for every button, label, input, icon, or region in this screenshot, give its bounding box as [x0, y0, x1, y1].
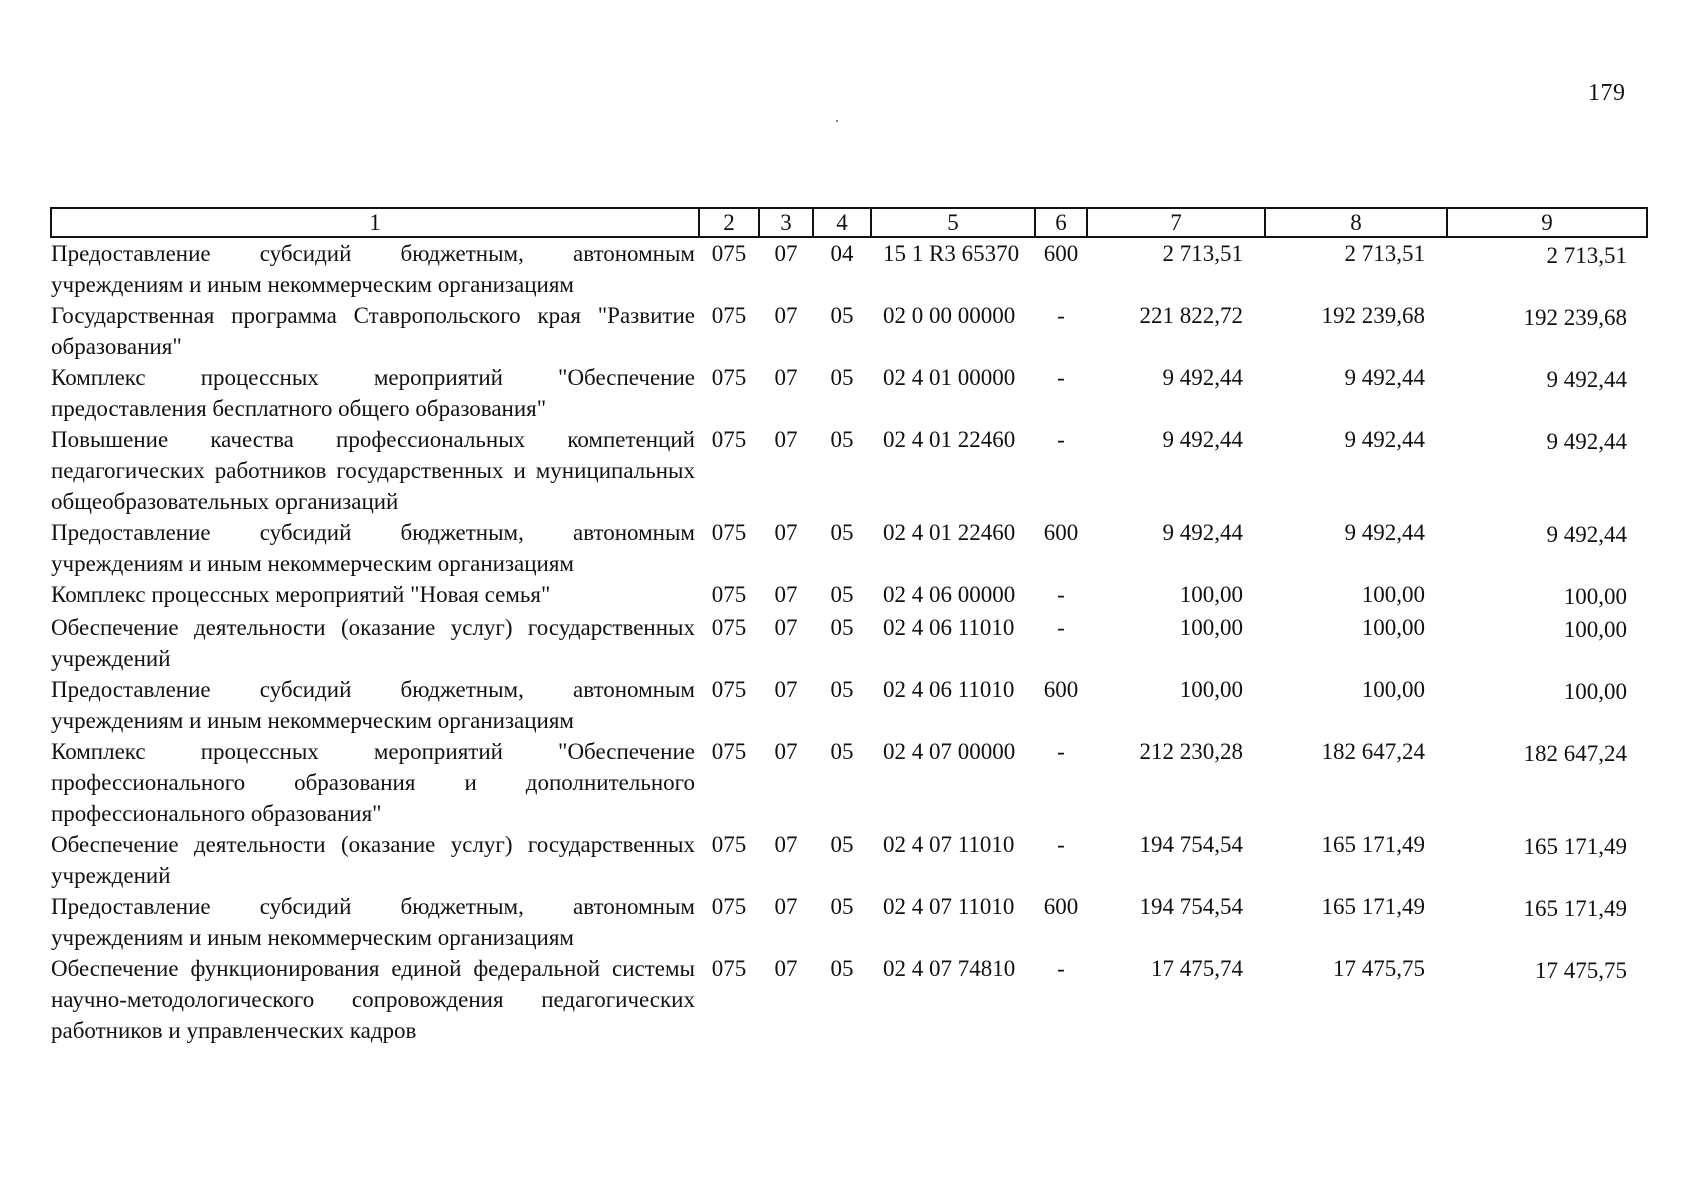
section-code: 07: [774, 677, 798, 702]
amount-col-8: 100,00: [1361, 615, 1425, 640]
table-body: [51, 237, 1647, 1046]
target-article-code: 02 4 06 11010: [883, 677, 1015, 702]
budget-table-container: [50, 207, 1646, 1046]
expense-type-code: -: [1057, 956, 1065, 981]
amount-col-9: 9 492,44: [1546, 429, 1627, 454]
table-row: [51, 300, 1647, 362]
table-row: [51, 424, 1647, 517]
target-article-code: 02 0 00 00000: [883, 303, 1016, 328]
target-article-code: 15 1 R3 65370: [883, 241, 1020, 266]
budget-table: [50, 207, 1648, 1046]
expense-type-code: -: [1057, 739, 1065, 764]
amount-col-7: 194 754,54: [1139, 832, 1243, 857]
ministry-code: 075: [711, 677, 747, 702]
table-row: [51, 829, 1647, 891]
table-row: [51, 953, 1647, 1046]
page-number: 179: [1588, 80, 1626, 106]
subsection-code: 04: [830, 241, 854, 266]
target-article-code: 02 4 07 11010: [883, 894, 1015, 919]
amount-col-8: 100,00: [1361, 677, 1425, 702]
amount-col-8: 2 713,51: [1344, 241, 1425, 266]
row-description: Обеспечение деятельности (оказание услуг) государственных учреждений: [51, 615, 695, 671]
header-col-4: 4: [813, 208, 871, 237]
expense-type-code: -: [1057, 303, 1065, 328]
amount-col-9: 9 492,44: [1546, 367, 1627, 392]
subsection-code: 05: [830, 365, 854, 390]
amount-col-7: 17 475,74: [1151, 956, 1243, 981]
ministry-code: 075: [711, 615, 747, 640]
table-row: [51, 736, 1647, 829]
section-code: 07: [774, 303, 798, 328]
ministry-code: 075: [711, 956, 747, 981]
section-code: 07: [774, 241, 798, 266]
ministry-code: 075: [711, 303, 747, 328]
amount-col-9: 182 647,24: [1523, 741, 1627, 766]
table-row: [51, 237, 1647, 300]
amount-col-7: 221 822,72: [1139, 303, 1243, 328]
amount-col-9: 100,00: [1563, 679, 1627, 704]
row-description: Предоставление субсидий бюджетным, автономным учреждениям и иным некоммерческим организациям: [51, 520, 695, 576]
expense-type-code: 600: [1043, 241, 1079, 266]
header-col-1: 1: [51, 208, 699, 237]
amount-col-8: 100,00: [1361, 582, 1425, 607]
table-header-row: [51, 208, 1647, 237]
target-article-code: 02 4 01 00000: [883, 365, 1016, 390]
row-description: Обеспечение деятельности (оказание услуг) государственных учреждений: [51, 832, 695, 888]
expense-type-code: 600: [1043, 677, 1079, 702]
row-description: Предоставление субсидий бюджетным, автономным учреждениям и иным некоммерческим организациям: [51, 241, 695, 297]
amount-col-7: 9 492,44: [1162, 365, 1243, 390]
row-description: Комплекс процессных мероприятий "Обеспечение профессионального образования и дополнительного профессионального образования": [51, 739, 695, 826]
amount-col-7: 9 492,44: [1162, 427, 1243, 452]
header-col-5: 5: [871, 208, 1035, 237]
amount-col-8: 192 239,68: [1321, 303, 1425, 328]
target-article-code: 02 4 07 11010: [883, 832, 1015, 857]
subsection-code: 05: [830, 956, 854, 981]
subsection-code: 05: [830, 615, 854, 640]
header-col-8: 8: [1265, 208, 1447, 237]
amount-col-7: 194 754,54: [1139, 894, 1243, 919]
row-description: Повышение качества профессиональных компетенций педагогических работников государственных и муниципальных общеобразовательных организаций: [51, 427, 695, 514]
section-code: 07: [774, 832, 798, 857]
table-row: [51, 579, 1647, 612]
section-code: 07: [774, 956, 798, 981]
target-article-code: 02 4 01 22460: [883, 520, 1016, 545]
target-article-code: 02 4 07 74810: [883, 956, 1016, 981]
amount-col-9: 9 492,44: [1546, 522, 1627, 547]
expense-type-code: -: [1057, 427, 1065, 452]
section-code: 07: [774, 894, 798, 919]
subsection-code: 05: [830, 582, 854, 607]
subsection-code: 05: [830, 427, 854, 452]
expense-type-code: -: [1057, 615, 1065, 640]
ministry-code: 075: [711, 832, 747, 857]
subsection-code: 05: [830, 677, 854, 702]
ministry-code: 075: [711, 427, 747, 452]
expense-type-code: -: [1057, 832, 1065, 857]
amount-col-9: 192 239,68: [1523, 305, 1627, 330]
amount-col-7: 2 713,51: [1162, 241, 1243, 266]
subsection-code: 05: [830, 739, 854, 764]
amount-col-7: 100,00: [1179, 615, 1243, 640]
amount-col-9: 165 171,49: [1523, 896, 1627, 921]
expense-type-code: 600: [1043, 520, 1079, 545]
ministry-code: 075: [711, 520, 747, 545]
amount-col-9: 100,00: [1563, 617, 1627, 642]
row-description: Предоставление субсидий бюджетным, автономным учреждениям и иным некоммерческим организациям: [51, 677, 695, 733]
header-col-3: 3: [759, 208, 813, 237]
amount-col-9: 2 713,51: [1546, 243, 1627, 268]
amount-col-7: 9 492,44: [1162, 520, 1243, 545]
amount-col-8: 9 492,44: [1344, 520, 1425, 545]
ministry-code: 075: [711, 582, 747, 607]
section-code: 07: [774, 615, 798, 640]
amount-col-8: 17 475,75: [1333, 956, 1425, 981]
section-code: 07: [774, 520, 798, 545]
amount-col-8: 9 492,44: [1344, 427, 1425, 452]
amount-col-9: 165 171,49: [1523, 834, 1627, 859]
amount-col-7: 212 230,28: [1139, 739, 1243, 764]
amount-col-7: 100,00: [1179, 582, 1243, 607]
ministry-code: 075: [711, 365, 747, 390]
row-description: Комплекс процессных мероприятий "Новая семья": [51, 582, 551, 607]
subsection-code: 05: [830, 520, 854, 545]
amount-col-9: 17 475,75: [1535, 958, 1627, 983]
ministry-code: 075: [711, 894, 747, 919]
target-article-code: 02 4 01 22460: [883, 427, 1016, 452]
section-code: 07: [774, 582, 798, 607]
section-code: 07: [774, 365, 798, 390]
row-description: Государственная программа Ставропольского края "Развитие образования": [51, 303, 695, 359]
amount-col-9: 100,00: [1563, 584, 1627, 609]
row-description: Обеспечение функционирования единой федеральной системы научно-методологического сопровождения педагогических работников и управленческих кадров: [51, 956, 695, 1043]
row-description: Предоставление субсидий бюджетным, автономным учреждениям и иным некоммерческим организациям: [51, 894, 695, 950]
scan-speck: [836, 120, 838, 122]
ministry-code: 075: [711, 739, 747, 764]
subsection-code: 05: [830, 303, 854, 328]
target-article-code: 02 4 06 00000: [883, 582, 1016, 607]
table-row: [51, 517, 1647, 579]
header-col-2: 2: [699, 208, 759, 237]
row-description: Комплекс процессных мероприятий "Обеспечение предоставления бесплатного общего образования": [51, 365, 695, 421]
target-article-code: 02 4 07 00000: [883, 739, 1016, 764]
table-row: [51, 362, 1647, 424]
expense-type-code: -: [1057, 365, 1065, 390]
amount-col-8: 165 171,49: [1321, 832, 1425, 857]
amount-col-8: 182 647,24: [1321, 739, 1425, 764]
section-code: 07: [774, 427, 798, 452]
amount-col-7: 100,00: [1179, 677, 1243, 702]
expense-type-code: -: [1057, 582, 1065, 607]
header-col-9: 9: [1447, 208, 1647, 237]
ministry-code: 075: [711, 241, 747, 266]
amount-col-8: 165 171,49: [1321, 894, 1425, 919]
header-col-7: 7: [1087, 208, 1265, 237]
target-article-code: 02 4 06 11010: [883, 615, 1015, 640]
header-col-6: 6: [1035, 208, 1087, 237]
subsection-code: 05: [830, 832, 854, 857]
table-row: [51, 891, 1647, 953]
section-code: 07: [774, 739, 798, 764]
expense-type-code: 600: [1043, 894, 1079, 919]
table-row: [51, 612, 1647, 674]
amount-col-8: 9 492,44: [1344, 365, 1425, 390]
table-row: [51, 674, 1647, 736]
subsection-code: 05: [830, 894, 854, 919]
